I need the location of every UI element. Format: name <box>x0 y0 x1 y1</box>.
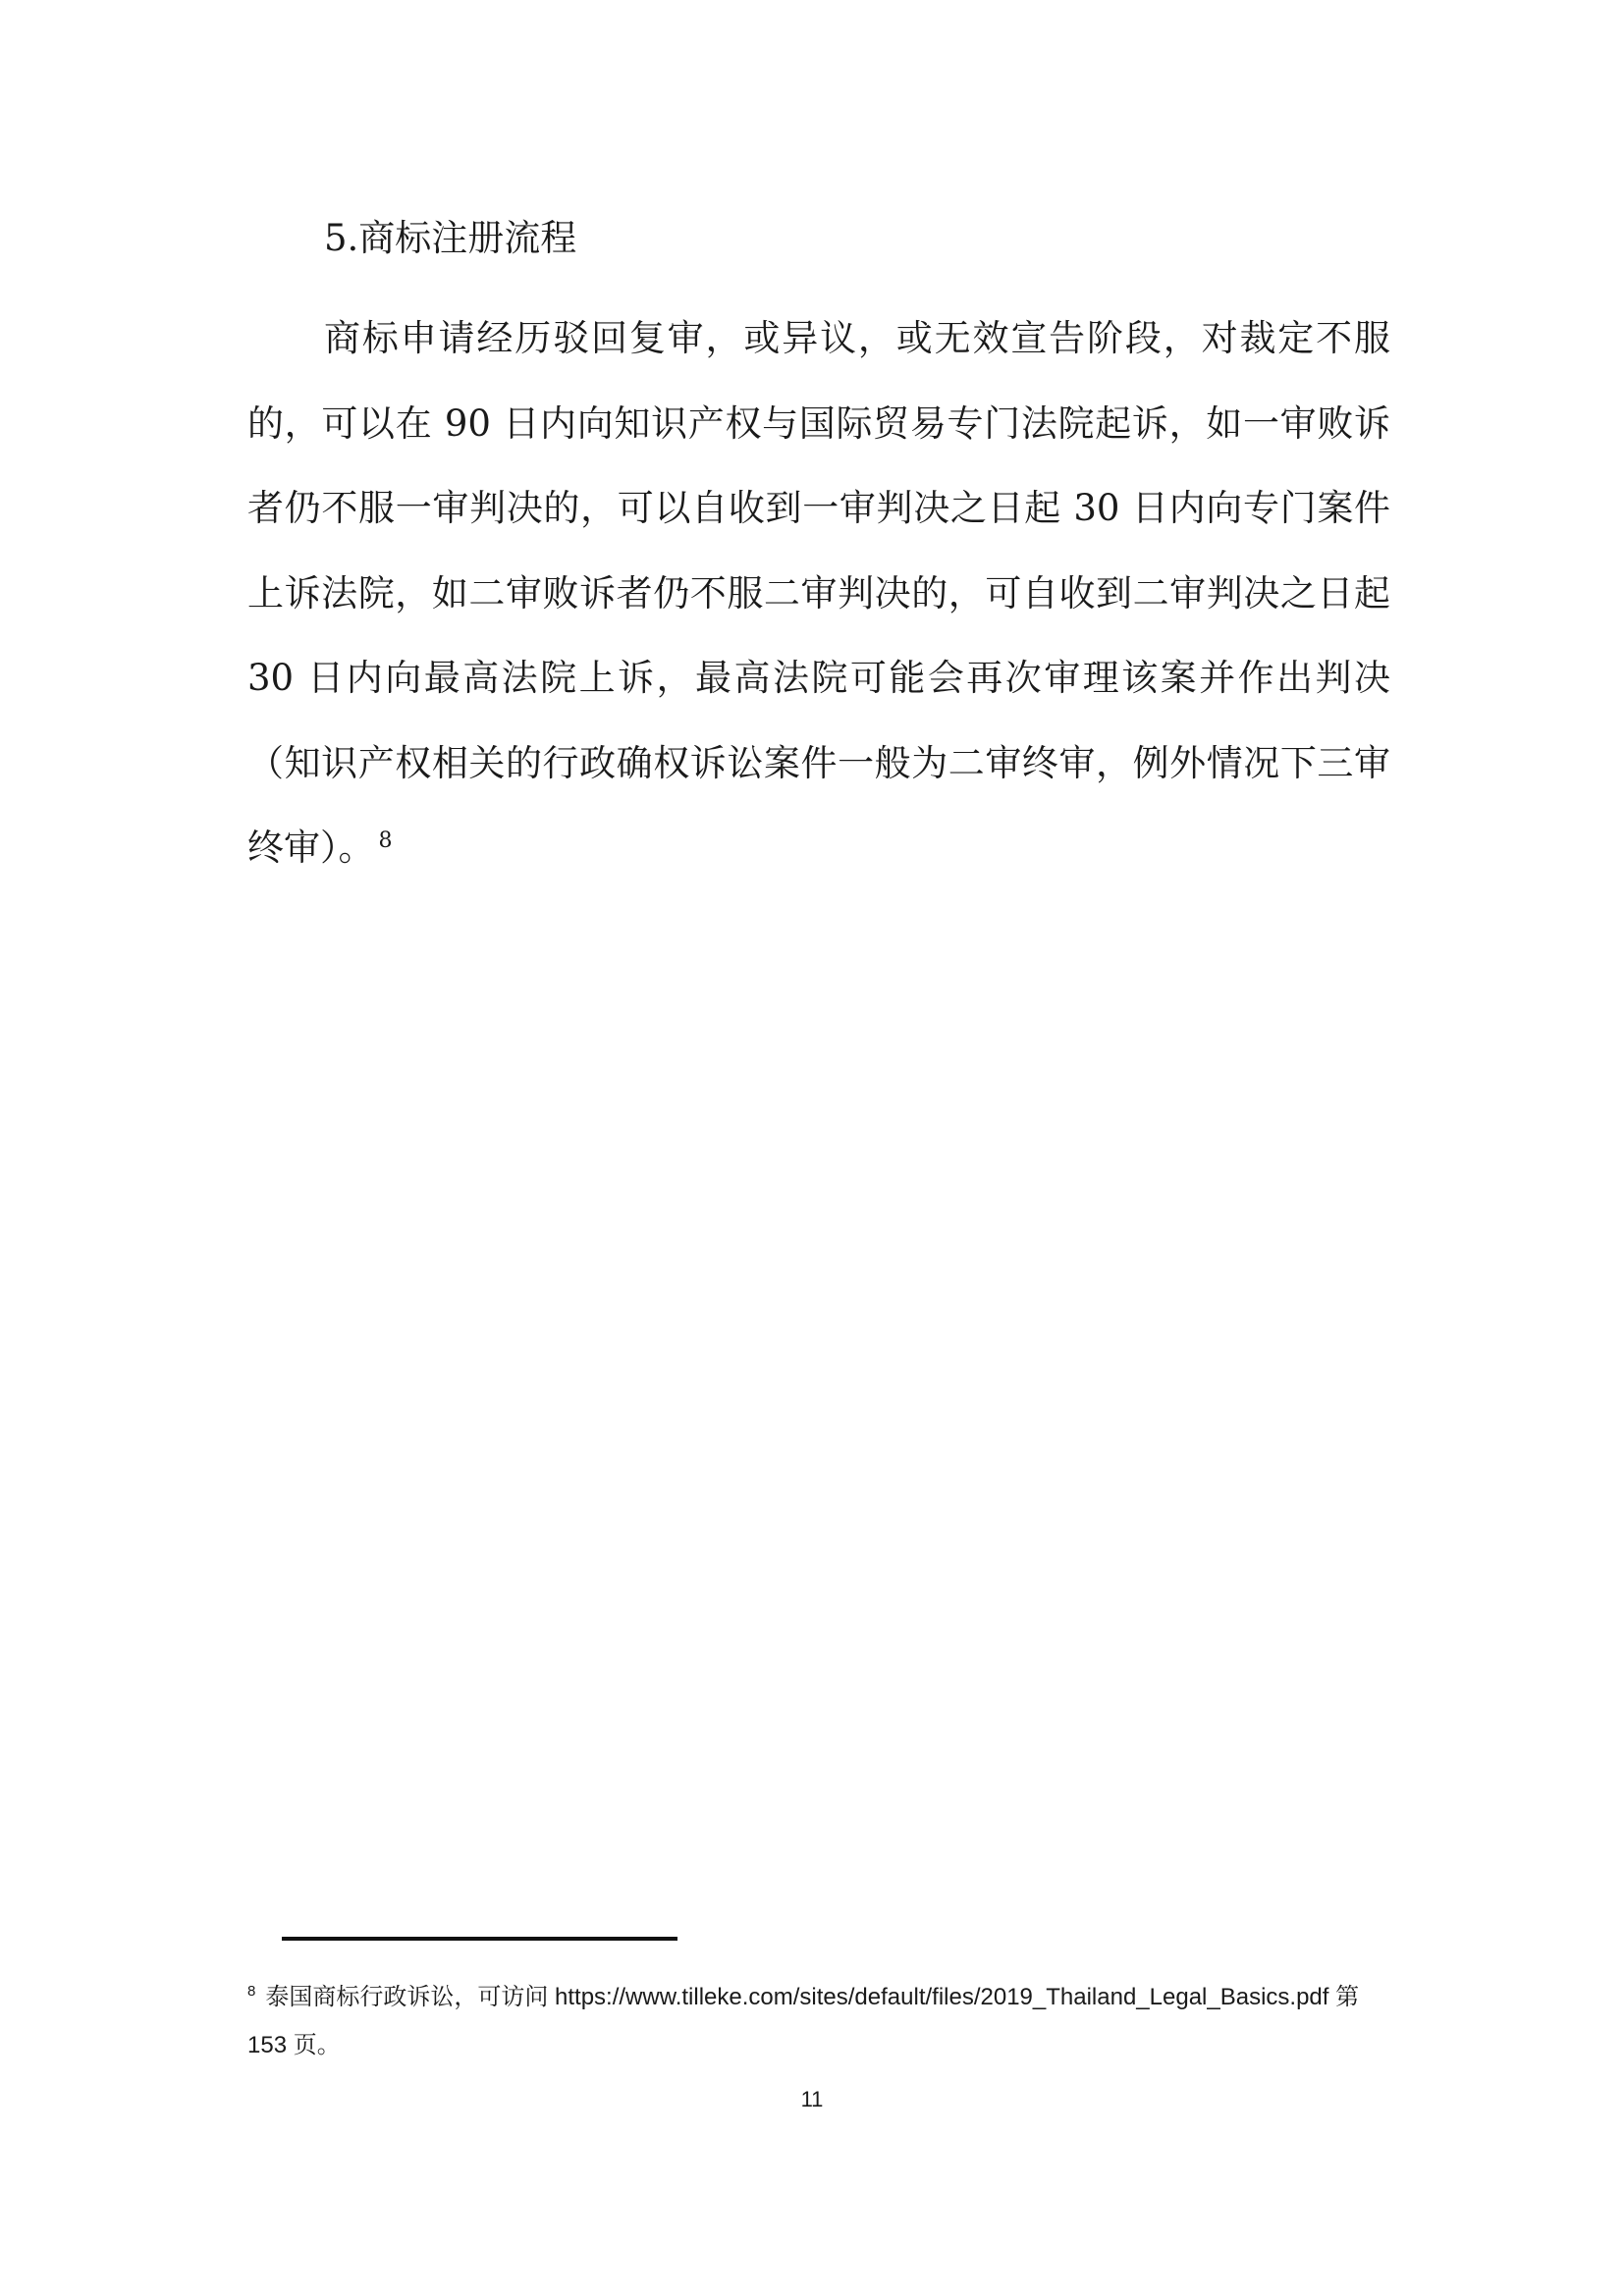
body-paragraph-text: 商标申请经历驳回复审，或异议，或无效宣告阶段，对裁定不服的，可以在 90 日内向知识产权与国际贸易专门法院起诉，如一审败诉者仍不服一审判决的，可以自收到一审判决之日起 30 日内向专门案件上诉法院，如二审败诉者仍不服二审判决的，可自收到二审判决之日起 30 日内向最高法院上诉，最高法院可能会再次审理该案并作出判决（知识产权相关的行政确权诉讼案件一般为二审终审，例外情况下三审终审）。 <box>247 317 1390 869</box>
footnote <box>247 1973 1377 2069</box>
footnote-separator <box>282 1937 677 1941</box>
body-paragraph <box>247 296 1390 891</box>
footnote-text: 泰国商标行政诉讼，可访问 https://www.tilleke.com/sites/default/files/2019_Thailand_Legal_Basics.pdf 第 153 页。 <box>247 1984 1360 2058</box>
footnote-marker: 8 <box>247 1983 256 2000</box>
page-number: 11 <box>800 2087 824 2111</box>
section-heading: 5.商标注册流程 <box>324 217 577 259</box>
footnote-reference[interactable]: 8 <box>378 828 393 853</box>
